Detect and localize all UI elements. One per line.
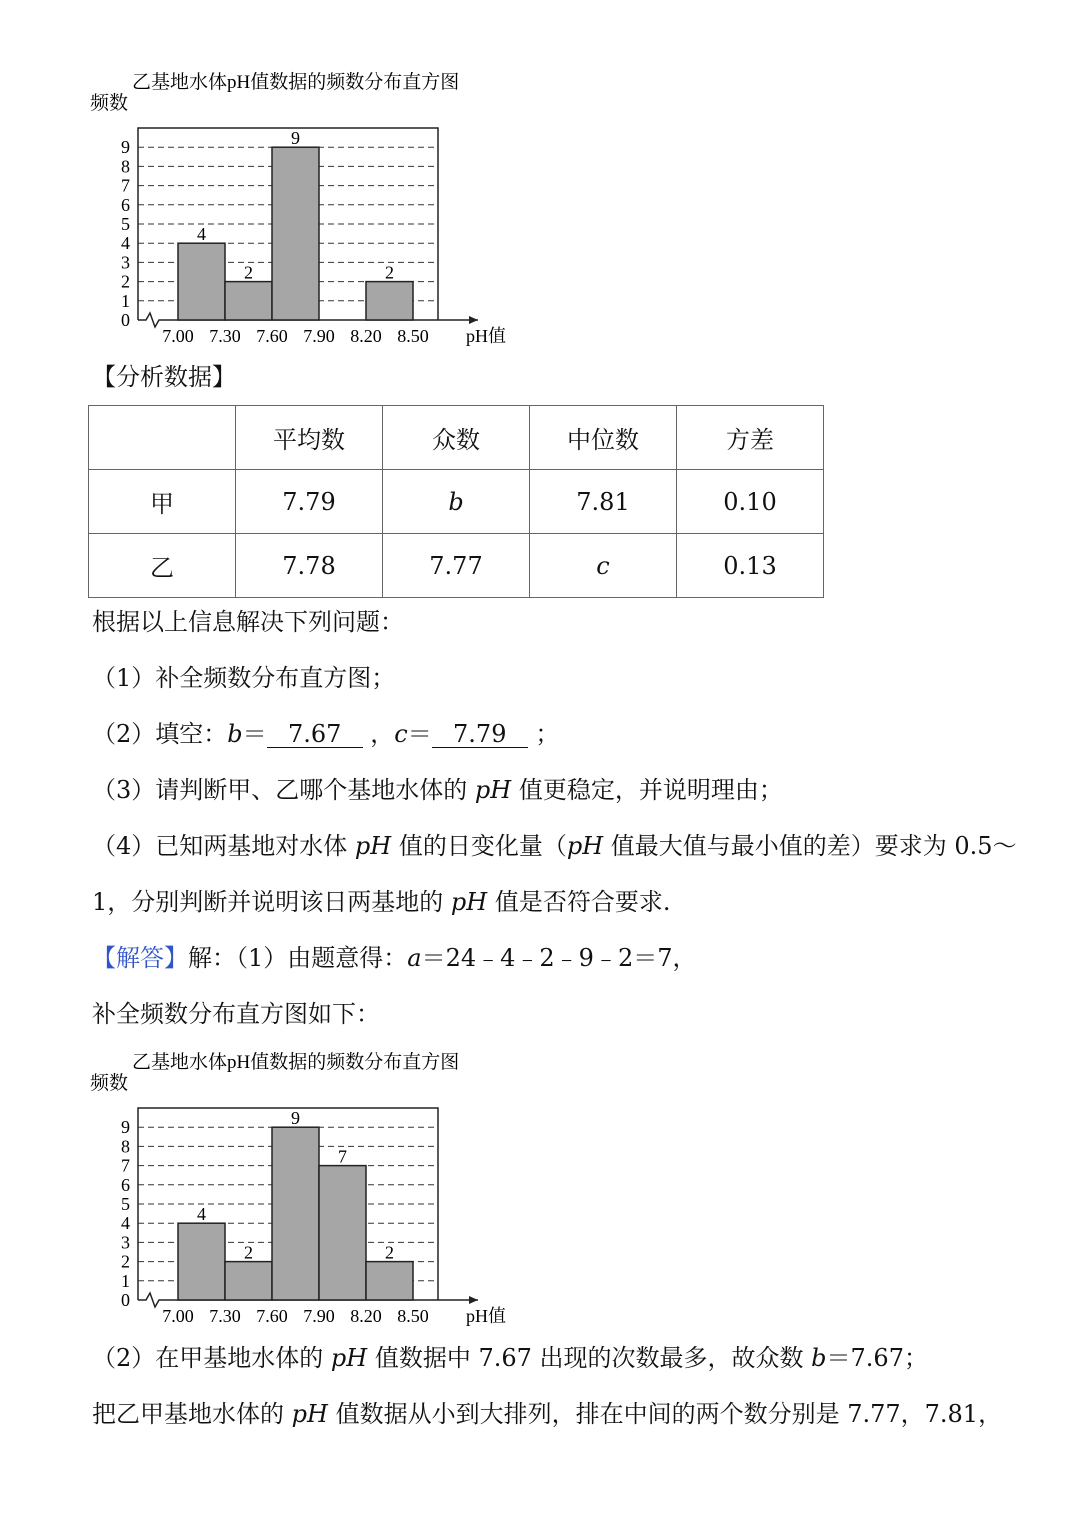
question-1: （1）补全频数分布直方图； xyxy=(92,664,396,692)
question-4-line1 xyxy=(92,831,1017,861)
ph-term: pH xyxy=(291,1400,328,1428)
chart-title: 乙基地水体pH值数据的频数分布直方图 xyxy=(132,1052,460,1073)
y-tick-label: 3 xyxy=(121,1232,130,1253)
bar-value-label: 9 xyxy=(291,1108,300,1129)
y-axis-label: 频数 xyxy=(90,1073,129,1094)
answer-blank-c: 7.79 xyxy=(432,721,528,748)
histogram-bar xyxy=(178,1223,225,1300)
q4-text-c: 值最大值与最小值的差）要求为 0.5～ xyxy=(603,832,1017,860)
question-4-line2 xyxy=(92,887,670,917)
histogram-bar xyxy=(225,1262,272,1300)
q2-var-b: b xyxy=(227,720,243,748)
table-cell: 0.10 xyxy=(677,470,824,534)
ph-term: pH xyxy=(450,888,488,916)
q4-line2-a: 1，分别判断并说明该日两基地的 xyxy=(92,888,451,916)
y-tick-label: 1 xyxy=(121,1270,130,1291)
x-axis-arrow xyxy=(469,1296,478,1304)
histogram-bar xyxy=(272,147,319,320)
y-tick-label: 8 xyxy=(121,1136,130,1157)
ph-term: pH xyxy=(474,776,512,804)
y-tick-label: 7 xyxy=(121,175,130,196)
y-tick-label: 0 xyxy=(121,310,130,330)
histogram-bar xyxy=(272,1127,319,1300)
x-tick-label: 7.90 xyxy=(303,1306,335,1326)
q4-text-b: 值的日变化量（ xyxy=(391,832,567,860)
bar-value-label: 9 xyxy=(291,128,300,149)
ph-term: pH xyxy=(330,1344,368,1372)
table-cell xyxy=(89,406,236,470)
answer-line-2: 补全频数分布直方图如下： xyxy=(92,1000,380,1028)
x-axis-label: pH值 xyxy=(466,1306,506,1326)
histogram-completed xyxy=(80,1044,520,1334)
table-cell: 方差 xyxy=(677,406,824,470)
x-tick-label: 7.90 xyxy=(303,326,335,346)
x-axis-arrow xyxy=(469,316,478,324)
q2-eq: ＝ xyxy=(242,720,267,748)
bar-value-label: 2 xyxy=(244,262,253,283)
x-axis-label: pH值 xyxy=(466,326,506,346)
answer-1-eq: ＝24﹣4﹣2﹣9﹣2＝7， xyxy=(421,944,697,972)
histogram-bar xyxy=(366,282,413,320)
x-tick-label: 7.30 xyxy=(209,326,241,346)
answer-line-1 xyxy=(92,943,696,973)
x-tick-label: 7.00 xyxy=(162,326,194,346)
q4-line2-b: 值是否符合要求. xyxy=(487,888,671,916)
table-cell: 0.13 xyxy=(677,534,824,598)
x-tick-label: 8.50 xyxy=(397,1306,429,1326)
answer-2-var: b xyxy=(811,1344,827,1372)
y-tick-label: 6 xyxy=(121,194,130,215)
table-row xyxy=(89,470,824,534)
histogram-bar xyxy=(225,282,272,320)
histogram-original xyxy=(80,64,520,354)
stats-table xyxy=(88,405,824,598)
question-3 xyxy=(92,775,783,805)
q2-var-c: c xyxy=(394,720,408,748)
y-tick-label: 5 xyxy=(121,1194,130,1214)
table-cell: b xyxy=(383,470,530,534)
table-cell: 7.79 xyxy=(236,470,383,534)
bar-value-label: 4 xyxy=(197,224,206,245)
x-tick-label: 7.30 xyxy=(209,1306,241,1326)
y-tick-label: 1 xyxy=(121,290,130,311)
y-tick-label: 4 xyxy=(121,1213,130,1234)
q4-text-a: （4）已知两基地对水体 xyxy=(92,832,355,860)
answer-1-var: a xyxy=(407,944,422,972)
y-tick-label: 8 xyxy=(121,156,130,177)
answer-3-b: 值数据从小到大排列，排在中间的两个数分别是 7.77，7.81， xyxy=(327,1400,1003,1428)
table-cell: c xyxy=(530,534,677,598)
histogram-bar xyxy=(366,1262,413,1300)
y-tick-label: 5 xyxy=(121,214,130,234)
q2-prefix: （2）填空： xyxy=(92,720,228,748)
bar-value-label: 2 xyxy=(385,1242,394,1263)
table-cell: 7.77 xyxy=(383,534,530,598)
answer-1-text: 解：（1）由题意得： xyxy=(188,944,408,972)
y-tick-label: 7 xyxy=(121,1155,130,1176)
intro-text: 根据以上信息解决下列问题： xyxy=(92,608,404,636)
y-tick-label: 4 xyxy=(121,233,130,254)
section-heading: 【分析数据】 xyxy=(92,363,236,391)
q3-text-a: （3）请判断甲、乙哪个基地水体的 xyxy=(92,776,475,804)
table-cell: 乙 xyxy=(89,534,236,598)
y-tick-label: 3 xyxy=(121,252,130,273)
y-tick-label: 2 xyxy=(121,271,130,292)
ph-term: pH xyxy=(354,832,392,860)
q2-eq: ＝ xyxy=(407,720,432,748)
table-row xyxy=(89,534,824,598)
x-tick-label: 8.20 xyxy=(350,326,382,346)
y-tick-label: 9 xyxy=(121,1117,130,1138)
table-header-row xyxy=(89,406,824,470)
ph-term: pH xyxy=(566,832,604,860)
answer-blank-b: 7.67 xyxy=(267,721,363,748)
x-tick-label: 8.50 xyxy=(397,326,429,346)
question-2 xyxy=(92,719,559,749)
answer-2-b: 值数据中 7.67 出现的次数最多，故众数 xyxy=(367,1344,812,1372)
q2-end: ； xyxy=(535,720,560,748)
answer-line-3 xyxy=(92,1343,928,1373)
bar-value-label: 2 xyxy=(385,262,394,283)
x-tick-label: 7.60 xyxy=(256,326,288,346)
histogram-bar xyxy=(178,243,225,320)
y-tick-label: 9 xyxy=(121,137,130,158)
table-cell: 中位数 xyxy=(530,406,677,470)
table-cell: 众数 xyxy=(383,406,530,470)
answer-3-a: 把乙甲基地水体的 xyxy=(92,1400,292,1428)
x-tick-label: 7.00 xyxy=(162,1306,194,1326)
y-axis-label: 频数 xyxy=(90,93,129,114)
table-cell: 7.81 xyxy=(530,470,677,534)
answer-line-4 xyxy=(92,1399,1002,1429)
y-tick-label: 6 xyxy=(121,1174,130,1195)
y-tick-label: 2 xyxy=(121,1251,130,1272)
x-tick-label: 8.20 xyxy=(350,1306,382,1326)
answer-tag: 【解答】 xyxy=(92,944,188,972)
answer-2-d: ＝7.67； xyxy=(826,1344,928,1372)
bar-value-label: 4 xyxy=(197,1204,206,1225)
bar-value-label: 2 xyxy=(244,1242,253,1263)
x-tick-label: 7.60 xyxy=(256,1306,288,1326)
answer-2-a: （2）在甲基地水体的 xyxy=(92,1344,331,1372)
chart-title: 乙基地水体pH值数据的频数分布直方图 xyxy=(132,72,460,93)
q2-comma: ， xyxy=(370,720,395,748)
histogram-bar xyxy=(319,1166,366,1300)
table-cell: 甲 xyxy=(89,470,236,534)
table-cell: 7.78 xyxy=(236,534,383,598)
q3-text-b: 值更稳定，并说明理由； xyxy=(511,776,783,804)
table-cell: 平均数 xyxy=(236,406,383,470)
y-tick-label: 0 xyxy=(121,1290,130,1310)
bar-value-label: 7 xyxy=(338,1146,347,1167)
